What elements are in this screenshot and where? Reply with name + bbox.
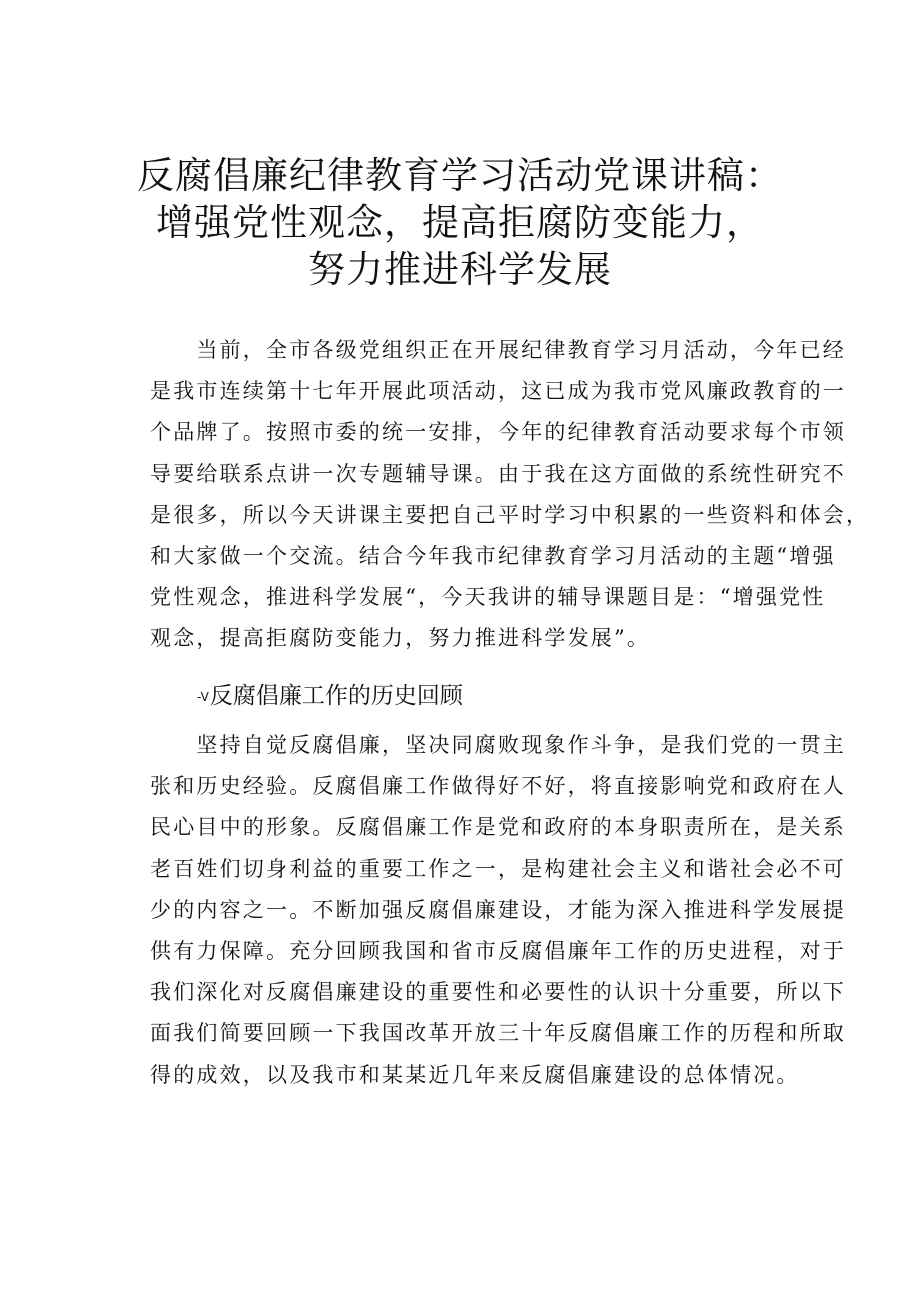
paragraph-line: 观念，提高拒腐防变能力，努力推进科学发展”。 <box>150 626 651 651</box>
section-heading-text: 反腐倡廉工作的历史回顾 <box>209 683 463 709</box>
paragraph-line: 面我们简要回顾一下我国改革开放三十年反腐倡廉工作的历程和所取 <box>150 1021 846 1046</box>
paragraph-line: 供有力保障。充分回顾我国和省市反腐倡廉年工作的历史进程，对于 <box>150 938 846 963</box>
title-line: 增强党性观念，提高拒腐防变能力， <box>156 201 764 244</box>
paragraph-line: 我们深化对反腐倡廉建设的重要性和必要性的认识十分重要，所以下 <box>150 980 846 1005</box>
paragraph-line: 民心目中的形象。反腐倡廉工作是党和政府的本身职责所在，是关系 <box>150 815 846 840</box>
paragraph-line: 党性观念，推进科学发展“，今天我讲的辅导课题目是：“增强党性 <box>150 585 826 610</box>
paragraph-line: 老百姓们切身利益的重要工作之一，是构建社会主义和谐社会必不可 <box>150 856 846 881</box>
paragraph-line: 当前，全市各级党组织正在开展纪律教育学习月活动，今年已经 <box>150 338 846 362</box>
title-line: 努力推进科学发展 <box>308 248 612 291</box>
paragraph-line: 导要给联系点讲一次专题辅导课。由于我在这方面做的系统性研究不 <box>150 461 846 486</box>
intro-paragraph <box>150 330 870 660</box>
paragraph-line: 是我市连续第十七年开展此项活动，这已成为我市党风廉政教育的一 <box>150 379 846 404</box>
title-line: 反腐倡廉纪律教育学习活动党课讲稿： <box>137 154 783 197</box>
document-title <box>100 152 820 293</box>
paragraph-line: 少的内容之一。不断加强反腐倡廉建设，才能为深入推进科学发展提 <box>150 897 846 922</box>
paragraph-line: 和大家做一个交流。结合今年我市纪律教育学习月活动的主题“增强 <box>150 543 836 568</box>
paragraph-line: 个品牌了。按照市委的统一安排，今年的纪律教育活动要求每个市领 <box>150 420 846 445</box>
section-marker: -V <box>197 689 209 704</box>
paragraph-line: 得的成效，以及我市和某某近几年来反腐倡廉建设的总体情况。 <box>150 1062 800 1087</box>
paragraph-line: 是很多，所以今天讲课主要把自己平时学习中积累的一些资料和体会， <box>150 502 870 527</box>
history-paragraph <box>150 725 846 1096</box>
paragraph-line: 张和历史经验。反腐倡廉工作做得好不好，将直接影响党和政府在人 <box>150 774 846 799</box>
paragraph-line: 坚持自觉反腐倡廉，坚决同腐败现象作斗争，是我们党的一贯主 <box>150 733 846 757</box>
section-heading <box>197 678 463 715</box>
